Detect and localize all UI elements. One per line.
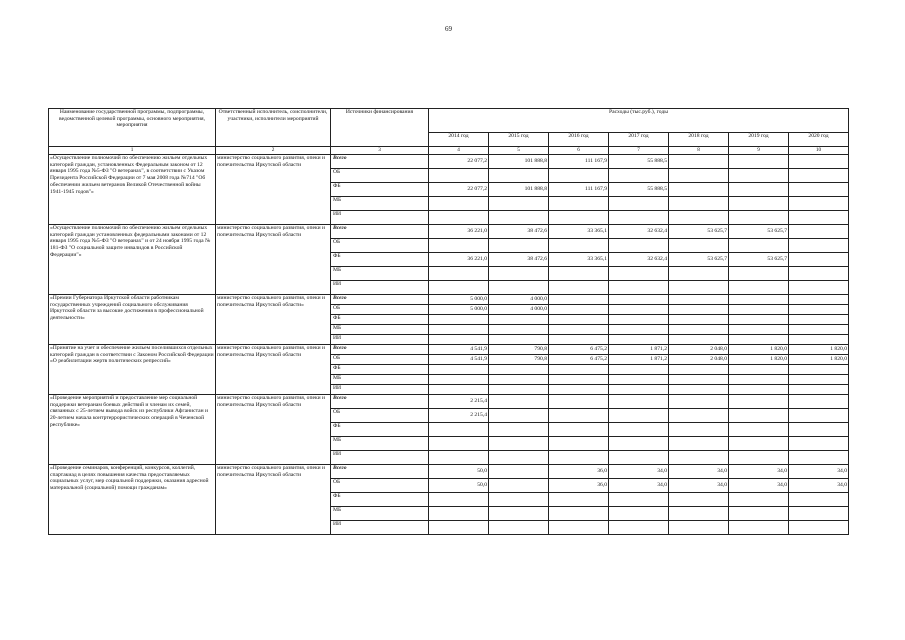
expense-value [549, 395, 609, 409]
expense-value [789, 409, 849, 423]
expense-value [729, 267, 789, 281]
expense-value [729, 451, 789, 465]
expense-value [729, 395, 789, 409]
funding-source: МБ [331, 197, 429, 211]
expense-value: 32 632,4 [609, 253, 669, 267]
expense-value: 53 625,7 [669, 225, 729, 239]
expense-value [789, 253, 849, 267]
expense-value [789, 211, 849, 225]
expense-value [789, 169, 849, 183]
expense-value: 1 820,0 [789, 355, 849, 365]
expense-value: 34,0 [729, 465, 789, 479]
expenses-table [48, 108, 849, 535]
funding-source: ОБ [331, 239, 429, 253]
expense-value: 111 167,9 [549, 183, 609, 197]
expense-value [549, 385, 609, 395]
expense-value [729, 295, 789, 305]
expense-value [789, 155, 849, 169]
expense-value [489, 211, 549, 225]
header-source: Источники финансирования [331, 109, 429, 147]
expense-value [549, 451, 609, 465]
funding-source: ИИ [331, 335, 429, 345]
expense-value [429, 493, 489, 507]
funding-source: ФБ [331, 315, 429, 325]
expense-value [729, 239, 789, 253]
column-number: 6 [549, 147, 609, 155]
expense-value: 36 221,0 [429, 225, 489, 239]
expense-value: 34,0 [789, 465, 849, 479]
expense-value [489, 423, 549, 437]
expense-value: 55 888,5 [609, 155, 669, 169]
header-year: 2014 год [429, 133, 489, 147]
funding-source: ОБ [331, 169, 429, 183]
expense-value [609, 437, 669, 451]
expense-value [669, 365, 729, 375]
expense-value [489, 267, 549, 281]
expense-value [729, 305, 789, 315]
expense-value [549, 295, 609, 305]
expense-value [609, 385, 669, 395]
expense-value [609, 239, 669, 253]
responsible-executor: министерство социального развития, опеки и попечительства Иркутской области [216, 465, 331, 535]
expense-value [429, 315, 489, 325]
expense-value [489, 521, 549, 535]
expense-value [729, 437, 789, 451]
expense-value: 4 541,9 [429, 345, 489, 355]
expense-value [669, 197, 729, 211]
expense-value [609, 335, 669, 345]
expense-value: 1 820,0 [789, 345, 849, 355]
funding-source: ОБ [331, 305, 429, 315]
expense-value: 101 888,8 [489, 183, 549, 197]
expense-value [729, 335, 789, 345]
expense-value [789, 183, 849, 197]
column-number: 10 [789, 147, 849, 155]
expense-value [549, 211, 609, 225]
expense-value [729, 493, 789, 507]
expense-value [549, 335, 609, 345]
expense-value [429, 375, 489, 385]
expense-value [549, 169, 609, 183]
expense-value [549, 493, 609, 507]
responsible-executor: министерство социального развития, опеки и попечительства Иркутской области [216, 155, 331, 225]
expense-value [729, 211, 789, 225]
expense-value [549, 239, 609, 253]
expense-value [489, 437, 549, 451]
expense-value [729, 315, 789, 325]
funding-source: МБ [331, 507, 429, 521]
expense-value: 34,0 [669, 479, 729, 493]
expense-value [549, 437, 609, 451]
expense-value [669, 155, 729, 169]
expense-value [549, 197, 609, 211]
expense-value [789, 423, 849, 437]
expense-value: 2 215,4 [429, 395, 489, 409]
expense-value: 1 871,2 [609, 345, 669, 355]
expense-value: 111 167,9 [549, 155, 609, 169]
header-year: 2015 год [489, 133, 549, 147]
expense-value [489, 335, 549, 345]
expense-value [429, 325, 489, 335]
expense-value [609, 375, 669, 385]
measure-name: «Проведение семинаров, конференций, конкурсов, коллегий, спартакиад в целях повышения качества предоставляемых социальных услуг, мер социальной поддержки, оказания адресной материальной (социальной) помощи гражданам» [49, 465, 216, 535]
expense-value: 53 625,7 [729, 253, 789, 267]
expense-value [789, 521, 849, 535]
expense-value [429, 239, 489, 253]
expense-value: 4 541,9 [429, 355, 489, 365]
expense-value [729, 409, 789, 423]
expense-value [789, 335, 849, 345]
funding-source: ФБ [331, 183, 429, 197]
expense-value [429, 385, 489, 395]
expense-value [789, 225, 849, 239]
funding-source: Всего [331, 225, 429, 239]
expense-value [729, 375, 789, 385]
expense-value: 790,8 [489, 355, 549, 365]
funding-source: МБ [331, 325, 429, 335]
expense-value [609, 169, 669, 183]
expense-value: 2 048,0 [669, 355, 729, 365]
responsible-executor: министерство социального развития, опеки и попечительства Иркутской области [216, 345, 331, 395]
expense-value [429, 169, 489, 183]
expense-value [609, 451, 669, 465]
expense-value [609, 521, 669, 535]
expense-value: 34,0 [609, 479, 669, 493]
column-number: 2 [216, 147, 331, 155]
funding-source: ОБ [331, 355, 429, 365]
expense-value [549, 409, 609, 423]
expense-value [609, 507, 669, 521]
expense-value [489, 493, 549, 507]
funding-source: МБ [331, 267, 429, 281]
expense-value [609, 325, 669, 335]
expense-value [669, 183, 729, 197]
expense-value [609, 423, 669, 437]
expense-value: 33 365,1 [549, 225, 609, 239]
column-number: 4 [429, 147, 489, 155]
expense-value [489, 395, 549, 409]
expense-value: 55 888,5 [609, 183, 669, 197]
expense-value [489, 385, 549, 395]
expense-value: 33 365,1 [549, 253, 609, 267]
expense-value: 22 077,2 [429, 155, 489, 169]
expense-value: 1 871,2 [609, 355, 669, 365]
expense-value: 101 888,8 [489, 155, 549, 169]
expense-value [609, 197, 669, 211]
expense-value [669, 169, 729, 183]
expense-value [549, 315, 609, 325]
funding-source: ОБ [331, 409, 429, 423]
expense-value [669, 315, 729, 325]
expense-value: 1 820,0 [729, 345, 789, 355]
expense-value [609, 395, 669, 409]
expense-value: 36 221,0 [429, 253, 489, 267]
expense-value: 34,0 [669, 465, 729, 479]
expense-value [549, 365, 609, 375]
expense-value [789, 305, 849, 315]
expense-value [669, 385, 729, 395]
expense-value [429, 365, 489, 375]
funding-source: ИИ [331, 211, 429, 225]
expense-value [489, 169, 549, 183]
expense-value [429, 211, 489, 225]
expense-value [669, 493, 729, 507]
measure-name: «Осуществление полномочий по обеспечению жильем отдельных категорий граждан, установленных Федеральным законом от 12 января 1995 года №5-ФЗ "О ветеранах", в соответствии с Указом Президента Российской Федерации от 7 мая 2008 года №714 "Об обеспечении жильем ветеранов Великой Отечественной войны 1941-1945 годов"» [49, 155, 216, 225]
header-year: 2016 год [549, 133, 609, 147]
header-year: 2019 год [729, 133, 789, 147]
expense-value [429, 197, 489, 211]
expense-value [729, 183, 789, 197]
header-expenses: Расходы (тыс.руб.), годы [429, 109, 849, 133]
funding-source: ИИ [331, 281, 429, 295]
expense-value [669, 239, 729, 253]
expense-value [429, 423, 489, 437]
expense-value [609, 295, 669, 305]
expense-value [489, 197, 549, 211]
funding-source: ИИ [331, 451, 429, 465]
responsible-executor: министерство социального развития, опеки и попечительства Иркутской области» [216, 295, 331, 345]
expense-value: 5 000,0 [429, 305, 489, 315]
expense-value [789, 197, 849, 211]
expense-value: 53 625,7 [729, 225, 789, 239]
measure-name: «Проведение мероприятий и предоставление мер социальной поддержки ветеранам боевых действий и членам их семей, связанных с 25-летием вывода войск из республики Афганистан и 20-летием начала контртеррористических операций в Чеченской республике» [49, 395, 216, 465]
expense-value [549, 281, 609, 295]
expense-value [489, 451, 549, 465]
expense-value: 53 625,7 [669, 253, 729, 267]
expense-value [609, 409, 669, 423]
header-responsible: Ответственный исполнитель, соисполнители, участники, исполнители мероприятий [216, 109, 331, 147]
funding-source: ОБ [331, 479, 429, 493]
expense-value [789, 365, 849, 375]
funding-source: Всего [331, 155, 429, 169]
table-row [49, 155, 849, 169]
column-number: 1 [49, 147, 216, 155]
expense-value [789, 507, 849, 521]
expense-value [669, 281, 729, 295]
expense-value [549, 375, 609, 385]
expense-value [489, 465, 549, 479]
expense-value [609, 305, 669, 315]
expense-value [429, 451, 489, 465]
expense-value [789, 325, 849, 335]
expense-value: 50,0 [429, 465, 489, 479]
expense-value [789, 239, 849, 253]
column-number: 3 [331, 147, 429, 155]
expense-value [429, 507, 489, 521]
expense-value [549, 267, 609, 281]
expense-value [489, 315, 549, 325]
expense-value [489, 325, 549, 335]
expense-value [789, 267, 849, 281]
expense-value: 790,8 [489, 345, 549, 355]
funding-source: Всего [331, 465, 429, 479]
expense-value [789, 493, 849, 507]
expense-value: 34,0 [729, 479, 789, 493]
expense-value [669, 295, 729, 305]
expense-value [669, 409, 729, 423]
expense-value [669, 335, 729, 345]
funding-source: Всего [331, 345, 429, 355]
expense-value [669, 305, 729, 315]
expense-value [669, 211, 729, 225]
expense-value [609, 281, 669, 295]
expense-value [549, 305, 609, 315]
expense-value [669, 267, 729, 281]
expense-value [549, 325, 609, 335]
expense-value [789, 451, 849, 465]
expense-value [729, 169, 789, 183]
funding-source: ФБ [331, 423, 429, 437]
expense-value: 6 475,2 [549, 345, 609, 355]
expense-value [489, 507, 549, 521]
expense-value [789, 315, 849, 325]
page-number: 69 [445, 25, 452, 33]
expense-value: 34,0 [789, 479, 849, 493]
column-number: 9 [729, 147, 789, 155]
expense-value [729, 521, 789, 535]
header-name: Наименование государственной программы, подпрограммы, ведомственной целевой программы, основного мероприятия, мероприятия [49, 109, 216, 147]
expense-value: 36,0 [549, 465, 609, 479]
expense-value [429, 335, 489, 345]
responsible-executor: министерство социального развития, опеки и попечительства Иркутской области [216, 225, 331, 295]
expense-value [729, 325, 789, 335]
column-number: 8 [669, 147, 729, 155]
expense-value [669, 451, 729, 465]
expense-value [729, 423, 789, 437]
funding-source: МБ [331, 437, 429, 451]
funding-source: ФБ [331, 253, 429, 267]
table-row [49, 465, 849, 479]
funding-source: Всего [331, 395, 429, 409]
expense-value [489, 479, 549, 493]
table-body [49, 109, 849, 535]
measure-name: «Премии Губернатора Иркутской области работникам государственных учреждений социального обслуживания Иркутской области за высокие достижения в профессиональной деятельности» [49, 295, 216, 345]
expense-value [669, 395, 729, 409]
table-row [49, 295, 849, 305]
table-row [49, 395, 849, 409]
funding-source: ИИ [331, 521, 429, 535]
expense-value [729, 197, 789, 211]
expense-value [669, 507, 729, 521]
table-row [49, 225, 849, 239]
expense-value [429, 437, 489, 451]
expense-value: 1 820,0 [729, 355, 789, 365]
expense-value: 38 472,6 [489, 225, 549, 239]
expense-value [729, 365, 789, 375]
column-number: 7 [609, 147, 669, 155]
expense-value [669, 375, 729, 385]
expense-value [669, 325, 729, 335]
expense-value [549, 423, 609, 437]
expense-value: 4 000,0 [489, 295, 549, 305]
expense-value: 6 475,2 [549, 355, 609, 365]
expense-value [789, 281, 849, 295]
expense-value: 5 000,0 [429, 295, 489, 305]
measure-name: «Принятие на учет и обеспечение жильем поселившихся отдельных категорий граждан в соответствии с Законом Российской Федерации «О реабилитации жертв политических репрессий» [49, 345, 216, 395]
header-year: 2017 год [609, 133, 669, 147]
funding-source: ФБ [331, 365, 429, 375]
expense-value [609, 315, 669, 325]
expense-value [429, 521, 489, 535]
expense-value: 36,0 [549, 479, 609, 493]
header-year: 2020 год [789, 133, 849, 147]
expense-value [489, 409, 549, 423]
expense-value [489, 375, 549, 385]
expense-value: 2 215,4 [429, 409, 489, 423]
funding-source: МБ [331, 375, 429, 385]
expense-value [789, 375, 849, 385]
expense-value: 4 000,0 [489, 305, 549, 315]
measure-name: «Осуществление полномочий по обеспечению жильем отдельных категорий граждан установленных федеральными законами от 12 января 1995 года №5-ФЗ "О ветеранах" и от 24 ноября 1995 года № 181-ФЗ "О социальной защите инвалидов в Российской Федерации"» [49, 225, 216, 295]
responsible-executor: министерство социального развития, опеки и попечительства Иркутской области [216, 395, 331, 465]
expense-value: 34,0 [609, 465, 669, 479]
expense-value [729, 385, 789, 395]
expense-value [609, 365, 669, 375]
expense-value [489, 239, 549, 253]
table-row [49, 345, 849, 355]
expense-value [729, 155, 789, 169]
column-number: 5 [489, 147, 549, 155]
expense-value: 22 077,2 [429, 183, 489, 197]
expense-value [789, 385, 849, 395]
expense-value [789, 437, 849, 451]
expense-value [489, 365, 549, 375]
expense-value: 2 048,0 [669, 345, 729, 355]
header-year: 2018 год [669, 133, 729, 147]
expense-value [789, 395, 849, 409]
expense-value [549, 521, 609, 535]
expense-value: 50,0 [429, 479, 489, 493]
expense-value [429, 267, 489, 281]
expense-value [549, 507, 609, 521]
expense-value [729, 281, 789, 295]
expense-value [729, 507, 789, 521]
expense-value [669, 521, 729, 535]
expense-value: 38 472,6 [489, 253, 549, 267]
funding-source: Всего [331, 295, 429, 305]
funding-source: ИИ [331, 385, 429, 395]
expense-value: 32 632,4 [609, 225, 669, 239]
funding-source: ФБ [331, 493, 429, 507]
expense-value [609, 267, 669, 281]
expense-value [489, 281, 549, 295]
expense-value [429, 281, 489, 295]
expense-value [609, 493, 669, 507]
expense-value [789, 295, 849, 305]
expense-value [609, 211, 669, 225]
expense-value [669, 437, 729, 451]
expense-value [669, 423, 729, 437]
